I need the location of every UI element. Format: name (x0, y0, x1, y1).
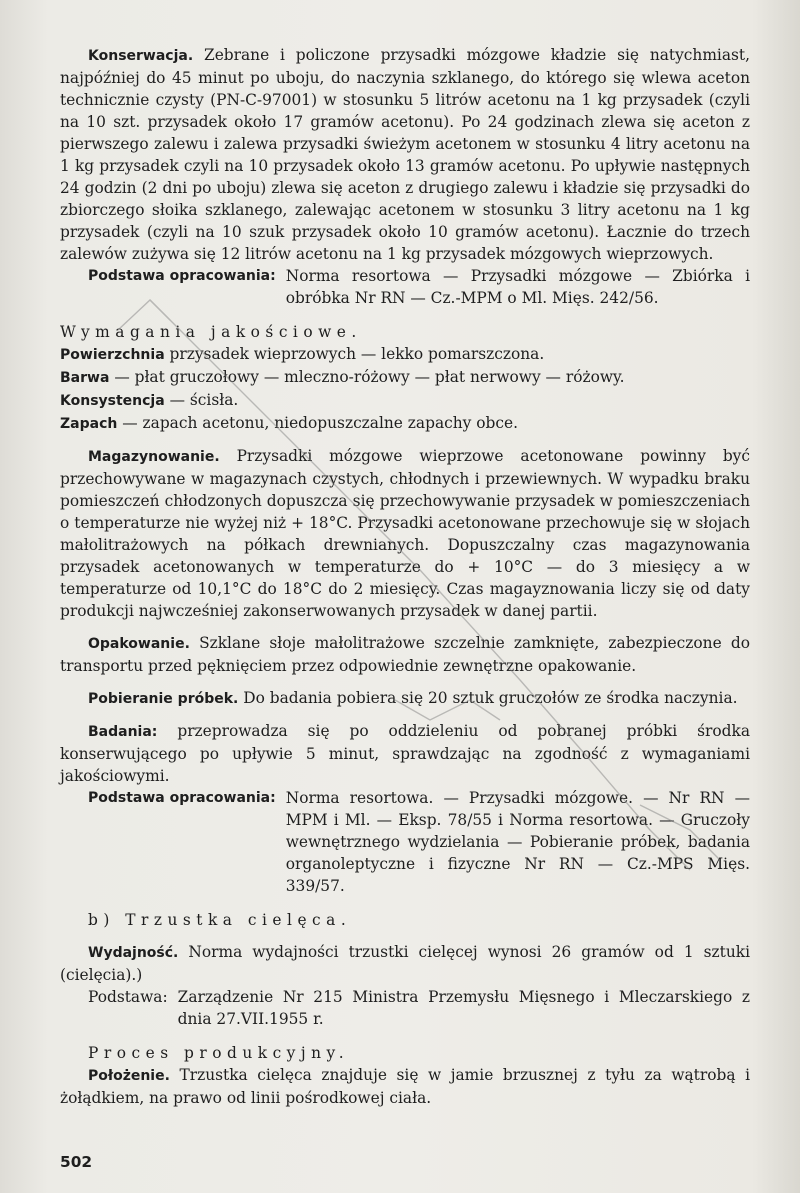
quality-label-consistency: Konsystencja (60, 393, 165, 409)
paragraph-magazynowanie (60, 445, 750, 622)
text-magazynowanie: Przysadki mózgowe wieprzowe acetonowane powinny być przechowywane w magazynach czystych, chłodnych i przewiewnych. W wypadku braku pomieszczeń chłodzonych dopuszcza się przechowywanie przysadek w pomieszczeniach o temperaturze nie wyżej niż + 18°C. Przysadki acetonowane przechowuje się w słojach małolitrażowych na półkach drewnianych. Dopuszczalny czas magazynowania przysadek acetonowanych w temperaturze do + 10°C — do 3 miesięcy a w temperaturze od 10,1°C do 18°C do 2 miesięcy. Czas magayznowania liczy się od daty produkcji najwcześniej zakonserwowanych przysadek w danej partii. (60, 447, 750, 620)
text-polozenie: Trzustka cielęca znajduje się w jamie brzusznej z tyłu za wątrobą i żołądkiem, na prawo od linii pośrodkowej ciała. (60, 1066, 750, 1107)
source-label-1: Podstawa opracowania: (88, 268, 276, 284)
text-wydajnosc: Norma wydajności trzustki cielęcej wynosi 26 gramów od 1 sztuki (cielęcia).) (60, 943, 750, 984)
page-content (60, 44, 750, 1109)
heading-trzustka: b) Trzustka cielęca. (88, 911, 352, 929)
page-number: 502 (60, 1153, 93, 1171)
paragraph-wydajnosc (60, 941, 750, 986)
paragraph-badania (60, 720, 750, 787)
quality-label-surface: Powierzchnia (60, 347, 165, 363)
label-opakowanie: Opakowanie. (88, 636, 190, 652)
source-block-3 (60, 986, 750, 1030)
heading-proces: Proces produkcyjny. (88, 1044, 350, 1062)
label-polozenie: Położenie. (88, 1068, 170, 1084)
text-pobieranie: Do badania pobiera się 20 sztuk gruczołów ze środka naczynia. (243, 689, 738, 707)
source-block-2 (60, 787, 750, 897)
label-badania: Badania: (88, 724, 158, 740)
text-konserwacja: Zebrane i policzone przysadki mózgowe kładzie się natychmiast, najpóźniej do 45 minut po uboju, do naczynia szklanego, do którego się wlewa aceton technicznie czysty (PN-C-97001) w stosunku 5 litrów acetonu na 1 kg przysadek (czyli na 10 szt. przysadek około 17 gramów acetonu). Po 24 godzinach zlewa się aceton z pierwszego zalewu i zalewa przysadki świeżym acetonem w stosunku 4 litry acetonu na 1 kg przysadek czyli na 10 przysadek około 13 gramów acetonu. Po upływie następnych 24 godzin (2 dni po uboju) zlewa się aceton z drugiego zalewu i kładzie się przysadki do zbiorczego słoika szklanego, zalewając acetonem w stosunku 3 litry acetonu na 1 kg przysadek (czyli na 10 szuk przysadek około 10 gramów acetonu). Łacznie do trzech zalewów zużywa się 12 litrów acetonu na 1 kg przysadek mózgowych wieprzowych. (60, 46, 750, 263)
paragraph-opakowanie (60, 632, 750, 677)
quality-text-color: — płat gruczołowy — mleczno-różowy — płat nerwowy — różowy. (114, 368, 625, 386)
label-magazynowanie: Magazynowanie. (88, 449, 220, 465)
quality-text-consistency: — ścisła. (169, 391, 239, 409)
quality-label-color: Barwa (60, 370, 110, 386)
source-text-1: Norma resortowa — Przysadki mózgowe — Zbiórka i obróbka Nr RN — Cz.-MPM o Ml. Mięs. 242/56. (285, 267, 750, 307)
source-label-2: Podstawa opracowania: (88, 790, 276, 806)
heading-quality: Wymagania jakościowe. (60, 323, 362, 341)
text-badania: przeprowadza się po oddzieleniu od pobranej próbki środka konserwującego po upływie 5 minut, sprawdzając na zgodność z wymaganiami jakościowymi. (60, 722, 750, 785)
quality-item-smell (60, 412, 750, 435)
quality-item-color (60, 366, 750, 389)
quality-text-surface: przysadek wieprzowych — lekko pomarszczona. (169, 345, 545, 363)
quality-text-smell: — zapach acetonu, niedopuszczalne zapachy obce. (122, 414, 518, 432)
paragraph-polozenie (60, 1064, 750, 1109)
quality-item-consistency (60, 389, 750, 412)
paragraph-pobieranie (60, 687, 750, 710)
source-text-2: Norma resortowa. — Przysadki mózgowe. — Nr RN — MPM i Ml. — Eksp. 78/55 i Norma resortowa. — Gruczoły wewnętrznego wydzielania — Pobieranie próbek, badania organoleptyczne i fizyczne Nr RN — Cz.-MPS Mięs. 339/57. (285, 789, 750, 895)
label-wydajnosc: Wydajność. (88, 945, 179, 961)
label-pobieranie: Pobieranie próbek. (88, 691, 239, 707)
paragraph-konserwacja (60, 44, 750, 265)
source-block-1 (60, 265, 750, 309)
source-text-3: Zarządzenie Nr 215 Ministra Przemysłu Mięsnego i Mleczarskiego z dnia 27.VII.1955 r. (177, 988, 750, 1028)
quality-label-smell: Zapach (60, 416, 118, 432)
quality-item-surface (60, 343, 750, 366)
label-konserwacja: Konserwacja. (88, 48, 194, 64)
source-label-3: Podstawa: (88, 988, 168, 1006)
text-opakowanie: Szklane słoje małolitrażowe szczelnie zamknięte, zabezpieczone do transportu przed pęknięciem przez odpowiednie zewnętrzne opakowanie. (60, 634, 750, 675)
